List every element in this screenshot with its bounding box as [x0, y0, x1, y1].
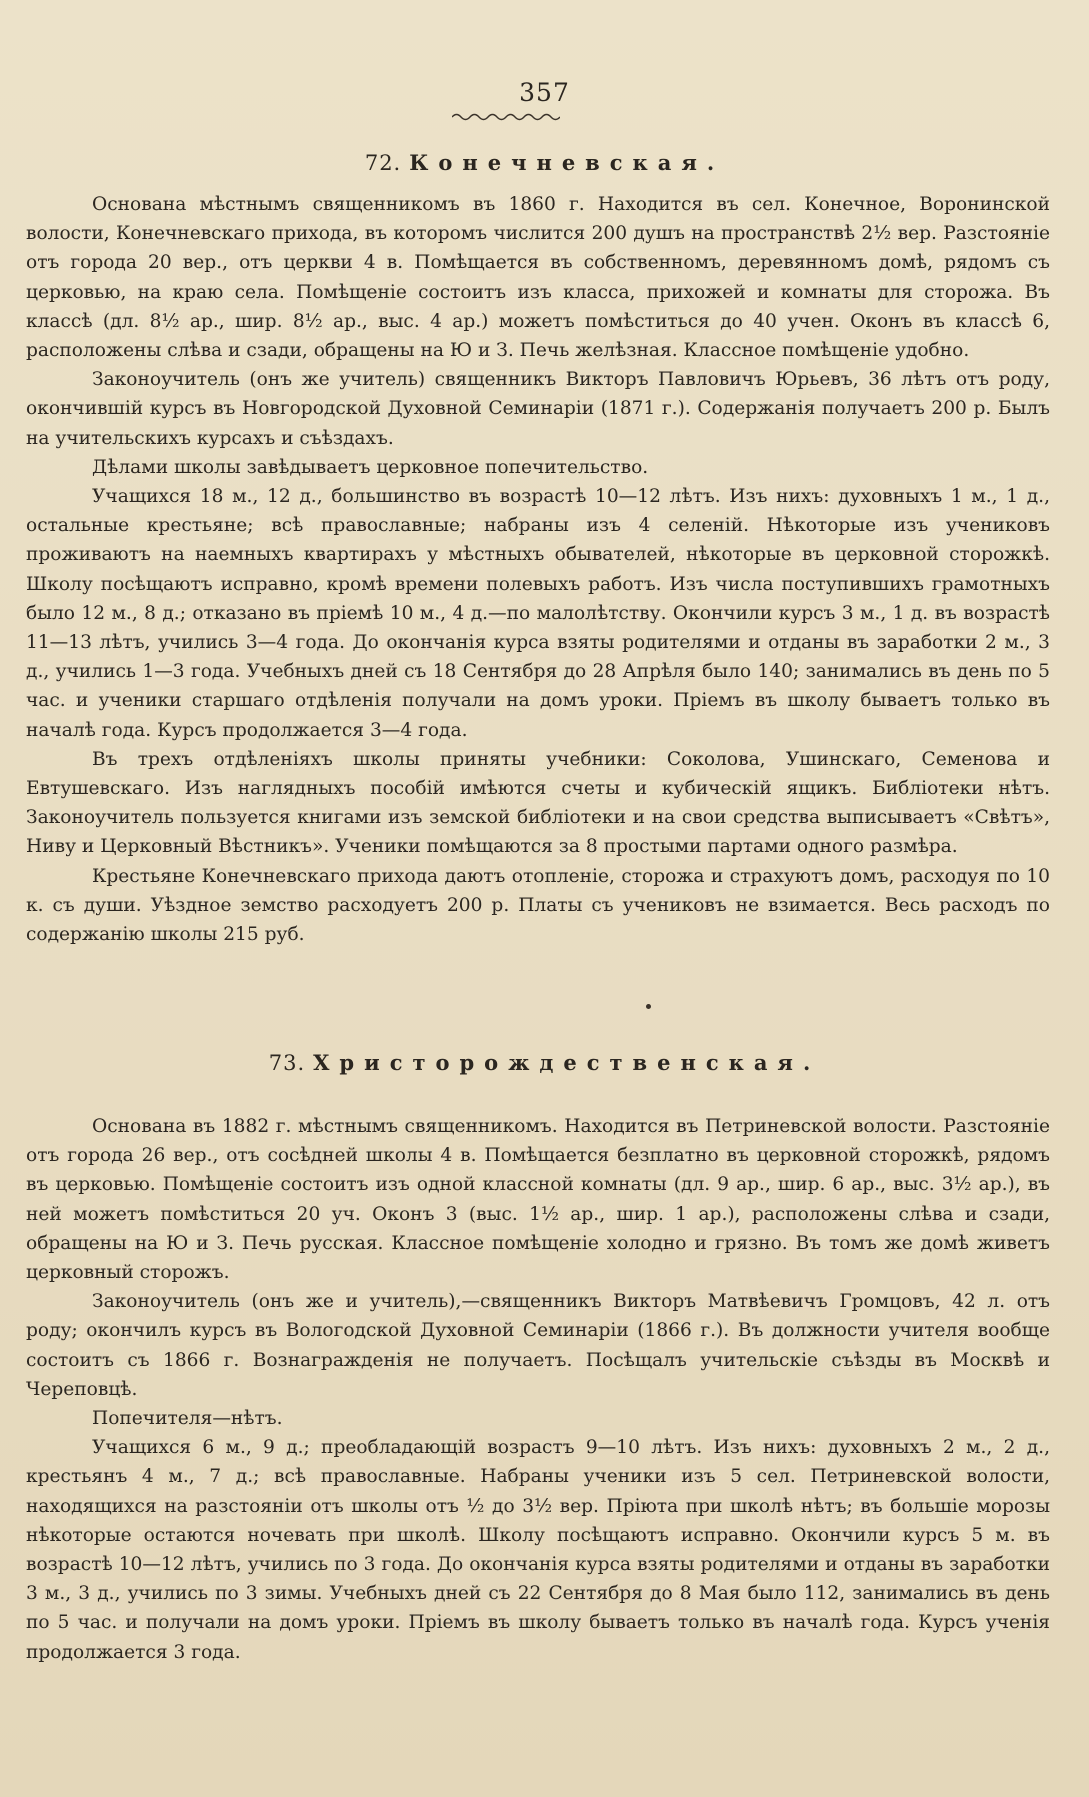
section-title: Христорождественская.	[313, 1050, 821, 1075]
paragraph: Учащихся 6 м., 9 д.; преобладающій возрастъ 9—10 лѣтъ. Изъ нихъ: духовныхъ 2 м., 2 д., крестьянъ 4 м., 7 д.; всѣ православные. Набраны ученики изъ 5 сел. Петриневской волости, находящихся на разстояніи отъ школы отъ ½ до 3½ вер. Пріюта при школѣ нѣтъ; въ большіе морозы нѣкоторые остаются ночевать при школѣ. Школу посѣщаютъ исправно. Окончили курсъ 5 м. въ возрастѣ 10—12 лѣтъ, учились по 3 года. До окончанія курса взяты родителями и отданы въ заработки 3 м., 3 д., учились по 3 зимы. Учебныхъ дней съ 22 Сентября до 8 Мая было 112, занимались въ день по 5 час. и получали на домъ уроки. Пріемъ въ школу бываетъ только въ началѣ года. Курсъ ученія продолжается 3 года.	[26, 1437, 1050, 1663]
paragraph: Попечителя—нѣтъ.	[92, 1408, 283, 1430]
paragraph: Дѣлами школы завѣдываетъ церковное попечительство.	[92, 456, 649, 478]
wavy-rule-ornament	[452, 112, 560, 122]
section-heading-72	[0, 150, 1089, 175]
print-speck	[646, 1004, 651, 1009]
paragraph: Основана мѣстнымъ священникомъ въ 1860 г. Находится въ сел. Конечное, Воронинской волости, Конечневскаго прихода, въ которомъ числится 200 душъ на пространствѣ 2½ вер. Разстояніе отъ города 20 вер., отъ церкви 4 в. Помѣщается въ собственномъ, деревянномъ домѣ, рядомъ съ церковью, на краю села. Помѣщеніе состоитъ изъ класса, прихожей и комнаты для сторожа. Въ классѣ (дл. 8½ ар., шир. 8½ ар., выс. 4 ар.) можетъ помѣститься до 40 учен. Оконъ въ классѣ 6, расположены слѣва и сзади, обращены на Ю и З. Печь желѣзная. Классное помѣщеніе удобно.	[26, 194, 1050, 362]
section-number: 72.	[364, 151, 402, 175]
section-number: 73.	[268, 1051, 306, 1075]
section-heading-73	[0, 1050, 1089, 1075]
page-number: 357	[519, 78, 570, 107]
paragraph: Въ трехъ отдѣленіяхъ школы приняты учебники: Соколова, Ушинскаго, Семенова и Евтушевскаго. Изъ наглядныхъ пособій имѣются счеты и кубическій ящикъ. Библіотеки нѣтъ. Законоучитель пользуется книгами изъ земской библіотеки и на свои средства выписываетъ «Свѣтъ», Ниву и Церковный Вѣстникъ». Ученики помѣщаются за 8 простыми партами одного размѣра.	[26, 748, 1050, 858]
paragraph: Законоучитель (онъ же и учитель),—священникъ Викторъ Матвѣевичъ Громцовъ, 42 л. отъ роду; окончилъ курсъ въ Вологодской Духовной Семинаріи (1866 г.). Въ должности учителя вообще состоитъ съ 1866 г. Вознагражденія не получаетъ. Посѣщалъ учительскіе съѣзды въ Москвѣ и Череповцѣ.	[26, 1291, 1050, 1400]
paragraph: Основана въ 1882 г. мѣстнымъ священникомъ. Находится въ Петриневской волости. Разстояніе отъ города 26 вер., отъ сосѣдней школы 4 в. Помѣщается безплатно въ церковной сторожкѣ, рядомъ въ церковью. Помѣщеніе состоитъ изъ одной классной комнаты (дл. 9 ар., шир. 6 ар., выс. 3½ ар.), въ ней можетъ помѣститься 20 уч. Оконъ 3 (выс. 1½ ар., шир. 1 ар.), расположены слѣва и сзади, обращены на Ю и З. Печь русская. Классное помѣщеніе холодно и грязно. Въ томъ же домѣ живетъ церковный сторожъ.	[26, 1116, 1050, 1284]
section-body-73	[26, 1112, 1050, 1667]
paragraph: Законоучитель (онъ же учитель) священникъ Викторъ Павловичъ Юрьевъ, 36 лѣтъ отъ роду, окончившій курсъ въ Новгородской Духовной Семинаріи (1871 г.). Содержанія получаетъ 200 р. Былъ на учительскихъ курсахъ и съѣздахъ.	[26, 369, 1050, 449]
section-body-72	[26, 190, 1050, 949]
paragraph: Учащихся 18 м., 12 д., большинство въ возрастѣ 10—12 лѣтъ. Изъ нихъ: духовныхъ 1 м., 1 д., остальные крестьяне; всѣ православные; набраны изъ 4 селеній. Нѣкоторые изъ учениковъ проживаютъ на наемныхъ квартирахъ у мѣстныхъ обывателей, нѣкоторые въ церковной сторожкѣ. Школу посѣщаютъ исправно, кромѣ времени полевыхъ работъ. Изъ числа поступившихъ грамотныхъ было 12 м., 8 д.; отказано въ пріемѣ 10 м., 4 д.—по малолѣтству. Окончили курсъ 3 м., 1 д. въ возрастѣ 11—13 лѣтъ, учились 3—4 года. До окончанія курса взяты родителями и отданы въ заработки 2 м., 3 д., учились 1—3 года. Учебныхъ дней съ 18 Сентября до 28 Апрѣля было 140; занимались въ день по 5 час. и ученики старшаго отдѣленія получали на домъ уроки. Пріемъ въ школу бываетъ только въ началѣ года. Курсъ продолжается 3—4 года.	[26, 486, 1050, 741]
section-title: Конечневская.	[409, 150, 725, 175]
paragraph: Крестьяне Конечневскаго прихода даютъ отопленіе, сторожа и страхуютъ домъ, расходуя по 10 к. съ души. Уѣздное земство расходуетъ 200 р. Платы съ учениковъ не взимается. Весь расходъ по содержанію школы 215 руб.	[26, 865, 1050, 946]
